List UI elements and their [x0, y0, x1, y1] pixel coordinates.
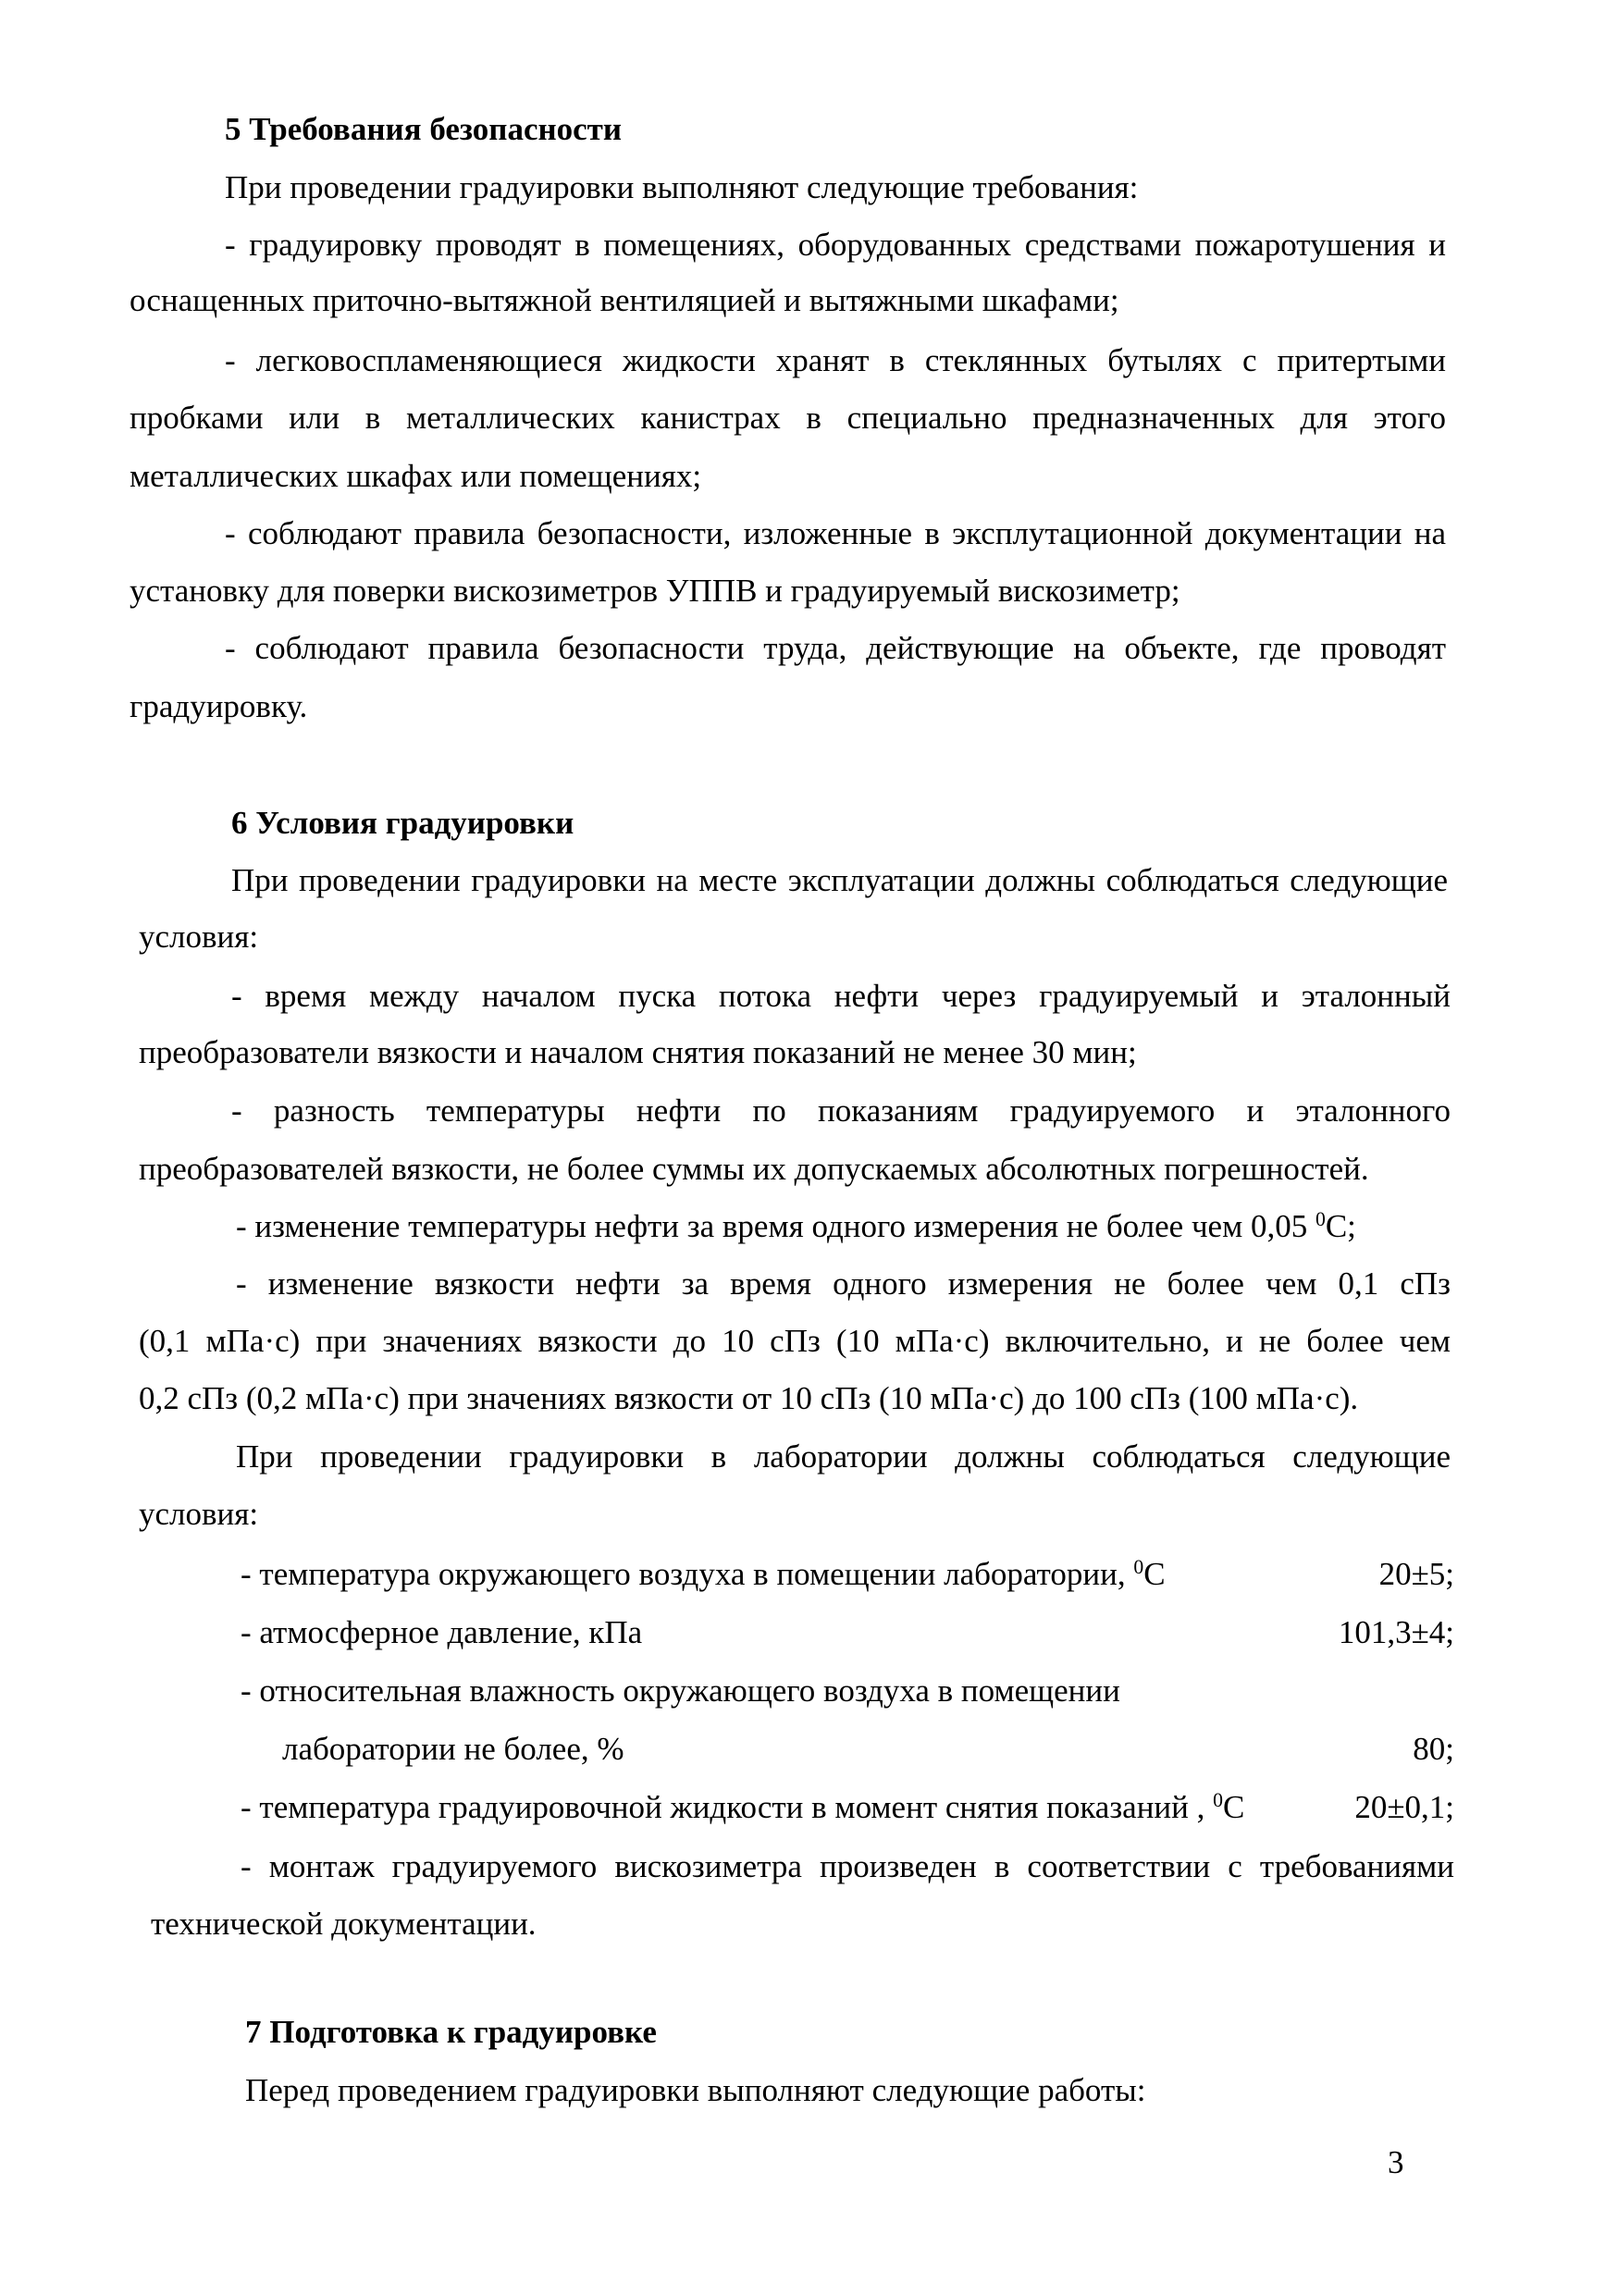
s6-cond-4-line-3: 0,2 сПз (0,2 мПа·с) при значениях вязкости от 10 сПз (10 мПа·с) до 100 сПз (100 мПа·с). — [139, 1380, 1359, 1416]
section-6-heading: 6 Условия градуировки — [231, 805, 574, 841]
s6-cond-1-line-1: - время между началом пуска потока нефти через градуируемый и эталонный — [231, 978, 1451, 1014]
section-5-intro: При проведении градуировки выполняют следующие требования: — [225, 169, 1139, 205]
s6-intro-line-2: условия: — [139, 919, 259, 955]
s6-lab-param-2-value: 101,3±4; — [1338, 1614, 1454, 1650]
s5-item-1-line-1: - градуировку проводят в помещениях, оборудованных средствами пожаротушения и — [225, 227, 1446, 263]
s5-item-4-line-2: градуировку. — [130, 688, 308, 724]
s5-item-2-line-1: - легковоспламеняющиеся жидкости хранят в стеклянных бутылях с притертыми — [225, 342, 1446, 378]
s5-item-3-line-1: - соблюдают правила безопасности, изложенные в эксплутационной документации на — [225, 515, 1446, 551]
s6-lab-param-4-value: 20±0,1; — [1354, 1789, 1454, 1825]
s5-item-4-line-1: - соблюдают правила безопасности труда, действующие на объекте, где проводят — [225, 630, 1446, 666]
s5-item-1-line-2: оснащенных приточно-вытяжной вентиляцией и вытяжными шкафами; — [130, 282, 1119, 318]
s6-cond-4-line-1: - изменение вязкости нефти за время одного измерения не более чем 0,1 сПз — [236, 1265, 1451, 1302]
s6-cond-4-line-2: (0,1 мПа·с) при значениях вязкости до 10 сПз (10 мПа·с) включительно, и не более чем — [139, 1323, 1451, 1359]
s6-lab-param-3-line-1: - относительная влажность окружающего воздуха в помещении — [241, 1673, 1120, 1709]
s6-lab-param-3-value: 80; — [1413, 1731, 1454, 1767]
s5-item-2-line-2: пробками или в металлических канистрах в специально предназначенных для этого — [130, 400, 1446, 436]
section-7-heading: 7 Подготовка к градуировке — [245, 2014, 657, 2050]
s6-cond-2-line-2: преобразователей вязкости, не более суммы их допускаемых абсолютных погрешностей. — [139, 1151, 1369, 1187]
page-number: 3 — [1388, 2144, 1404, 2180]
s5-item-3-line-2: установку для поверки вискозиметров УППВ и градуируемый вискозиметр; — [130, 573, 1180, 609]
s6-lab-param-2: - атмосферное давление, кПа — [241, 1614, 643, 1650]
s6-lab-param-1-value: 20±5; — [1378, 1556, 1454, 1592]
s6-lab-param-5-line-1: - монтаж градуируемого вискозиметра произведен в соответствии с требованиями — [241, 1848, 1454, 1884]
s6-cond-2-line-1: - разность температуры нефти по показаниям градуируемого и эталонного — [231, 1092, 1451, 1129]
s6-cond-1-line-2: преобразователи вязкости и началом снятия показаний не менее 30 мин; — [139, 1034, 1137, 1070]
s6-lab-param-1: - температура окружающего воздуха в помещении лаборатории, $^0$С — [241, 1556, 1166, 1592]
section-5-heading: 5 Требования безопасности — [225, 111, 623, 147]
s6-intro-line-1: При проведении градуировки на месте эксплуатации должны соблюдаться следующие — [231, 862, 1448, 898]
section-7-intro: Перед проведением градуировки выполняют следующие работы: — [245, 2072, 1146, 2108]
s6-lab-param-4: - температура градуировочной жидкости в момент снятия показаний , $^0$С — [241, 1789, 1245, 1825]
s6-lab-intro-line-1: При проведении градуировки в лаборатории должны соблюдаться следующие — [236, 1438, 1451, 1475]
s6-cond-3: - изменение температуры нефти за время одного измерения не более чем 0,05 $^0$С; — [236, 1208, 1356, 1244]
s6-lab-intro-line-2: условия: — [139, 1496, 259, 1532]
s6-lab-param-3-line-2: лаборатории не более, % — [282, 1731, 624, 1767]
s5-item-2-line-3: металлических шкафах или помещениях; — [130, 458, 702, 494]
s6-lab-param-5-line-2: технической документации. — [151, 1906, 537, 1942]
